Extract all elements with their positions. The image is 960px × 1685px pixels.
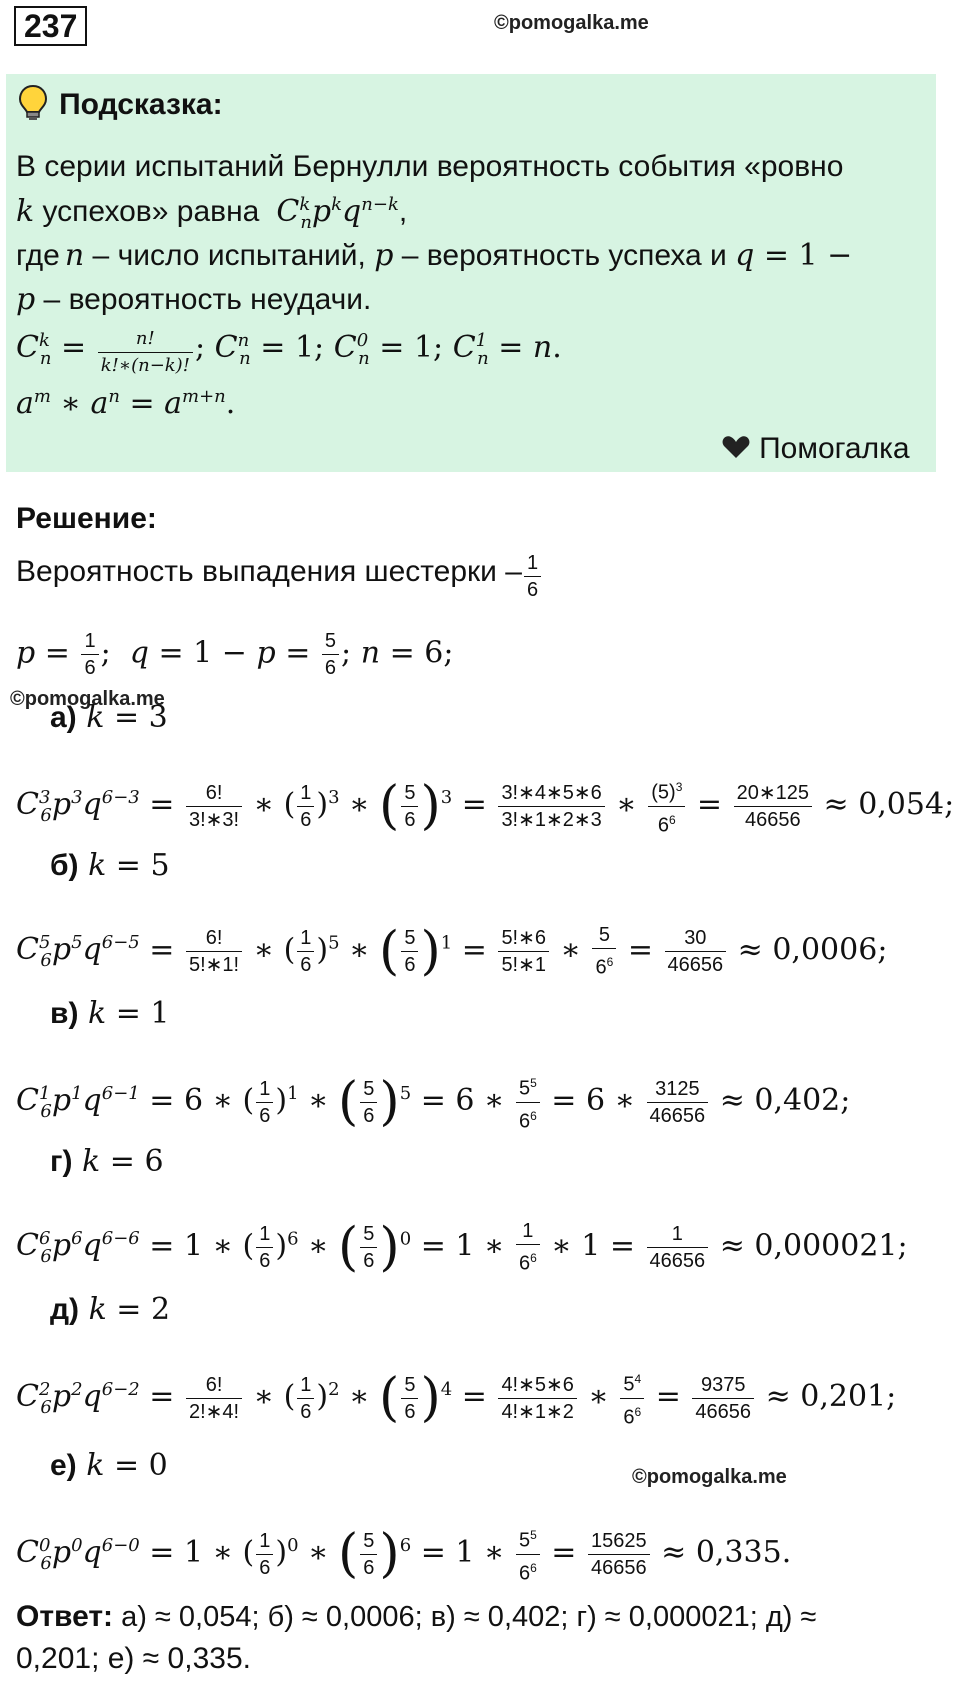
- answer-line-2: 0,201; е) ≈ 0,335.: [16, 1642, 251, 1675]
- watermark-left: ©pomogalka.me: [10, 688, 165, 710]
- case-equation: $C^6_6p^6q^{6-6} = 1$ ∗ ( $\frac{1}{6}$ )$^6$ ∗ ( $\frac{5}{6}$ )$^0$ = 1 ∗ $\frac{1}{6^6}$ ∗ 1 = $\frac{1}{46656}$ ≈ 0,000021;: [16, 1217, 908, 1278]
- case-equation: $C^0_6p^0q^{6-0} = 1$ ∗ ( $\frac{1}{6}$ )$^0$ ∗ ( $\frac{5}{6}$ )$^6$ = 1 ∗ $\frac{5^5}{6^6}$ = $\frac{15625}{46656}$ ≈ 0,335.: [16, 1522, 791, 1586]
- hint-brand: Помогалка: [722, 432, 910, 466]
- answer-line-1: Ответ: а) ≈ 0,054; б) ≈ 0,0006; в) ≈ 0,402; г) ≈ 0,000021; д) ≈: [16, 1600, 817, 1633]
- case-equation: $C^2_6p^2q^{6-2}$ = $\frac{6!}{2!∗4!}$ ∗ ( $\frac{1}{6}$ )$^2$ ∗ ( $\frac{5}{6}$ )$^4$ = $\frac{4!∗5∗6}{4!∗1∗2}$ ∗ $\frac{5^4}{6^6}$ = $\frac{9375}{46656}$ ≈ 0,201;: [16, 1366, 896, 1430]
- problem-number: 237: [14, 6, 87, 46]
- hint-header: [18, 84, 223, 126]
- hint-line-3: где n – число испытаний, p – вероятность успеха и q = 1 −: [16, 238, 853, 273]
- hint-line-4: p – вероятность неудачи.: [16, 282, 372, 317]
- hint-title: Подсказка:: [59, 88, 223, 121]
- case-label: а) k = 3: [50, 700, 168, 735]
- heart-icon: [722, 435, 750, 463]
- case-label: г) k = 6: [50, 1144, 164, 1179]
- case-label: б) k = 5: [50, 848, 170, 883]
- hint-formula-comb: $C^k_n$ = $\frac{n!}{k!∗(n-k)!}$ ; $C^n_n = 1$; $C^0_n = 1$; $C^1_n = n$.: [16, 328, 562, 376]
- hint-formula-power: $a^m$ ∗ $a^n = a^{m+n}$.: [16, 386, 236, 421]
- case-label: д) k = 2: [50, 1292, 171, 1327]
- case-label: е) k = 0: [50, 1448, 168, 1483]
- lightbulb-icon: [18, 84, 48, 126]
- watermark-top: ©pomogalka.me: [494, 12, 649, 34]
- case-equation: $C^3_6p^3q^{6-3}$ = $\frac{6!}{3!∗3!}$ ∗ ( $\frac{1}{6}$ )$^3$ ∗ ( $\frac{5}{6}$ )$^3$ = $\frac{3!∗4∗5∗6}{3!∗1∗2∗3}$ ∗ $\frac{(5)^3}{6^6}$ = $\frac{20∗125}{46656}$ ≈ 0,054;: [16, 774, 954, 838]
- case-label: в) k = 1: [50, 996, 170, 1031]
- case-equation: $C^5_6p^5q^{6-5}$ = $\frac{6!}{5!∗1!}$ ∗ ( $\frac{1}{6}$ )$^5$ ∗ ( $\frac{5}{6}$ )$^1$ = $\frac{5!∗6}{5!∗1}$ ∗ $\frac{5}{6^6}$ = $\frac{30}{46656}$ ≈ 0,0006;: [16, 921, 888, 982]
- solution-intro: Вероятность выпадения шестерки – $\frac{1}{6}$: [16, 550, 543, 603]
- solution-params: p = $\frac{1}{6}$ ; q = 1 − p = $\frac{5}{6}$ ; n = 6;: [16, 630, 454, 679]
- hint-line-2: k успехов» равна $C^k_np^kq^{n-k}$,: [16, 194, 408, 233]
- hint-line-1: В серии испытаний Бернулли вероятность события «ровно: [16, 150, 844, 183]
- case-equation: $C^1_6p^1q^{6-1} = 6$ ∗ ( $\frac{1}{6}$ )$^1$ ∗ ( $\frac{5}{6}$ )$^5$ = 6 ∗ $\frac{5^5}{6^6}$ = 6 ∗ $\frac{3125}{46656}$ ≈ 0,402;: [16, 1070, 850, 1134]
- solution-title: Решение:: [16, 502, 157, 535]
- watermark-right: ©pomogalka.me: [632, 1466, 787, 1488]
